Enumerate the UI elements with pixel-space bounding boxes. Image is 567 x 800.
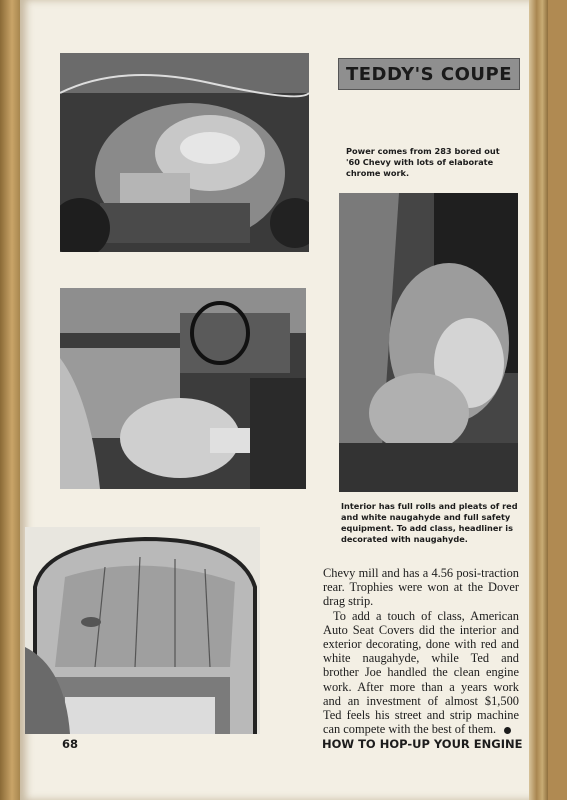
dashboard-photo (60, 288, 306, 489)
door-interior-photo (339, 193, 518, 492)
page-number: 68 (62, 737, 79, 751)
article-title: TEDDY'S COUPE (345, 63, 513, 85)
interior-caption: Interior has full rolls and pleats of red and white naugahyde and full safety equipment. To add class, headliner is decorated with naugahyde. (341, 501, 518, 544)
body-paragraph-text: To add a touch of class, American Auto Seat Covers did the interior and exterior decorating, done with red and white naugahyde, while Ted and brother Joe handled the clean engine work. After more than a years work and an investment of almost $1,500 Ted feels his street and strip machine can compete with the best of them. (323, 608, 519, 737)
body-paragraph: Chevy mill and has a 4.56 posi-traction rear. Trophies were won at the Dover drag strip. (323, 566, 519, 609)
end-mark-bullet-icon (504, 727, 511, 734)
book-binding (0, 0, 20, 800)
engine-photo (60, 53, 309, 252)
headliner-photo (25, 527, 260, 734)
article-title-box (338, 58, 520, 90)
engine-caption: Power comes from 283 bored out '60 Chevy with lots of elaborate chrome work. (346, 146, 500, 178)
running-title: HOW TO HOP-UP YOUR ENGINE (322, 737, 523, 751)
body-paragraph (323, 609, 519, 737)
article-body (323, 566, 519, 736)
page-edge (529, 0, 548, 800)
